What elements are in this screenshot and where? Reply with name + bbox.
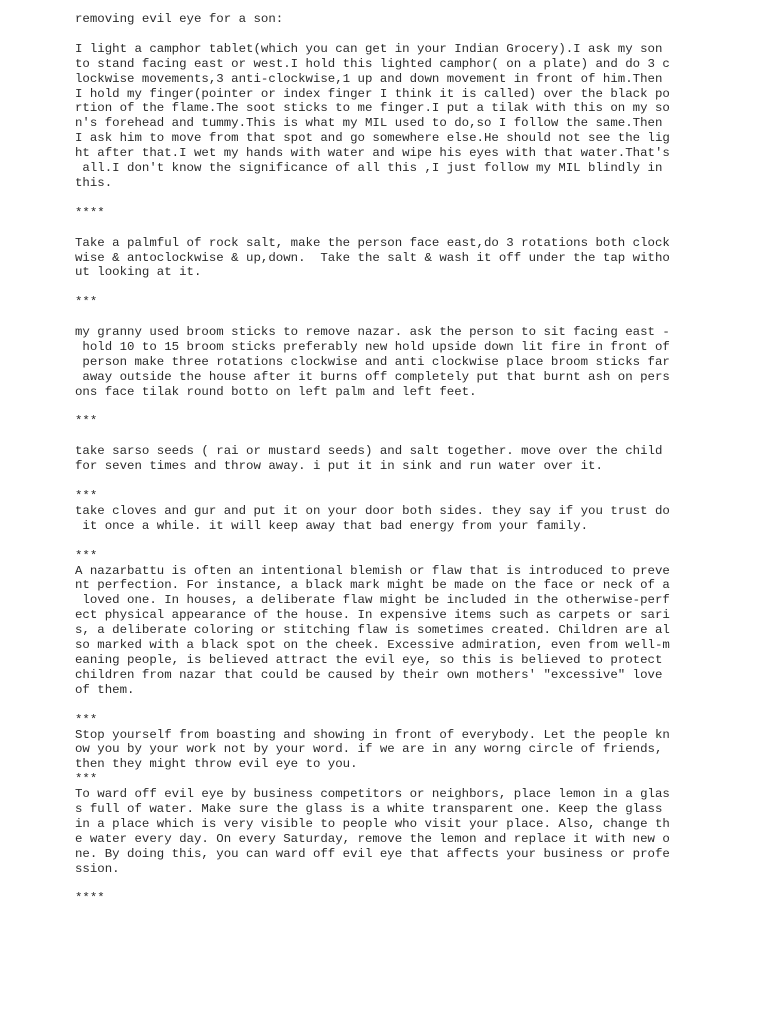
text-line: loved one. In houses, a deliberate flaw might be included in the otherwise-perf bbox=[75, 593, 670, 608]
section-separator: *** bbox=[75, 414, 98, 429]
section-separator: **** bbox=[75, 205, 105, 220]
text-line: A nazarbattu is often an intentional blemish or flaw that is introduced to preve bbox=[75, 563, 670, 578]
text-line: I hold my finger(pointer or index finger I think it is called) over the black po bbox=[75, 86, 670, 101]
text-line: of them. bbox=[75, 682, 135, 697]
text-line: so marked with a black spot on the cheek. Excessive admiration, even from well-m bbox=[75, 638, 670, 653]
document-text bbox=[75, 12, 685, 906]
text-line: lockwise movements,3 anti-clockwise,1 up and down movement in front of him.Then bbox=[75, 71, 663, 86]
text-line: ut looking at it. bbox=[75, 265, 202, 280]
text-line: removing evil eye for a son: bbox=[75, 12, 284, 26]
text-line: it once a while. it will keep away that bad energy from your family. bbox=[75, 518, 589, 533]
text-line: children from nazar that could be caused by their own mothers' "excessive" love bbox=[75, 667, 663, 682]
section-separator: *** bbox=[75, 772, 98, 787]
section-separator: *** bbox=[75, 489, 98, 503]
text-line: I light a camphor tablet(which you can get in your Indian Grocery).I ask my son bbox=[75, 41, 663, 56]
text-line: e water every day. On every Saturday, remove the lemon and replace it with new o bbox=[75, 831, 670, 846]
text-line: I ask him to move from that spot and go somewhere else.He should not see the lig bbox=[75, 131, 670, 146]
text-line: ect physical appearance of the house. In expensive items such as carpets or sari bbox=[75, 608, 670, 623]
text-line: n's forehead and tummy.This is what my MIL used to do,so I follow the same.Then bbox=[75, 116, 663, 131]
section-separator: *** bbox=[75, 712, 98, 727]
text-line: nt perfection. For instance, a black mark might be made on the face or neck of a bbox=[75, 578, 670, 593]
text-line: this. bbox=[75, 175, 113, 190]
text-line: for seven times and throw away. i put it in sink and run water over it. bbox=[75, 459, 603, 474]
text-line: ne. By doing this, you can ward off evil eye that affects your business or profe bbox=[75, 846, 670, 861]
text-line: ow you by your work not by your word. if we are in any worng circle of friends, bbox=[75, 742, 663, 757]
text-line: in a place which is very visible to people who visit your place. Also, change th bbox=[75, 816, 670, 831]
text-line: eaning people, is believed attract the evil eye, so this is believed to protect bbox=[75, 652, 663, 667]
text-line: person make three rotations clockwise and anti clockwise place broom sticks far bbox=[75, 354, 670, 369]
text-line: all.I don't know the significance of all this ,I just follow my MIL blindly in bbox=[75, 161, 663, 176]
text-line: rtion of the flame.The soot sticks to me finger.I put a tilak with this on my so bbox=[75, 101, 670, 116]
text-line: then they might throw evil eye to you. bbox=[75, 757, 358, 772]
text-line: Take a palmful of rock salt, make the person face east,do 3 rotations both clock bbox=[75, 235, 670, 250]
text-line: ssion. bbox=[75, 861, 120, 876]
text-line: away outside the house after it burns off completely put that burnt ash on pers bbox=[75, 369, 670, 384]
text-line: ht after that.I wet my hands with water and wipe his eyes with that water.That's bbox=[75, 146, 670, 161]
text-line: wise & antoclockwise & up,down. Take the salt & wash it off under the tap witho bbox=[75, 250, 670, 265]
text-line: To ward off evil eye by business competitors or neighbors, place lemon in a glas bbox=[75, 787, 670, 802]
text-line: hold 10 to 15 broom sticks preferably new hold upside down lit fire in front of bbox=[75, 339, 670, 354]
text-line: to stand facing east or west.I hold this lighted camphor( on a plate) and do 3 c bbox=[75, 56, 670, 71]
section-separator: **** bbox=[75, 891, 105, 906]
text-line: my granny used broom sticks to remove nazar. ask the person to sit facing east - bbox=[75, 325, 670, 340]
text-line: s full of water. Make sure the glass is a white transparent one. Keep the glass bbox=[75, 802, 663, 817]
section-separator: *** bbox=[75, 295, 98, 310]
text-line: Stop yourself from boasting and showing in front of everybody. Let the people kn bbox=[75, 727, 670, 742]
text-line: s, a deliberate coloring or stitching flaw is sometimes created. Children are al bbox=[75, 623, 670, 638]
text-line: take sarso seeds ( rai or mustard seeds) and salt together. move over the child bbox=[75, 444, 663, 459]
section-separator: *** bbox=[75, 548, 98, 563]
text-line: take cloves and gur and put it on your door both sides. they say if you trust do bbox=[75, 503, 670, 518]
text-line: ons face tilak round botto on left palm and left feet. bbox=[75, 384, 477, 399]
